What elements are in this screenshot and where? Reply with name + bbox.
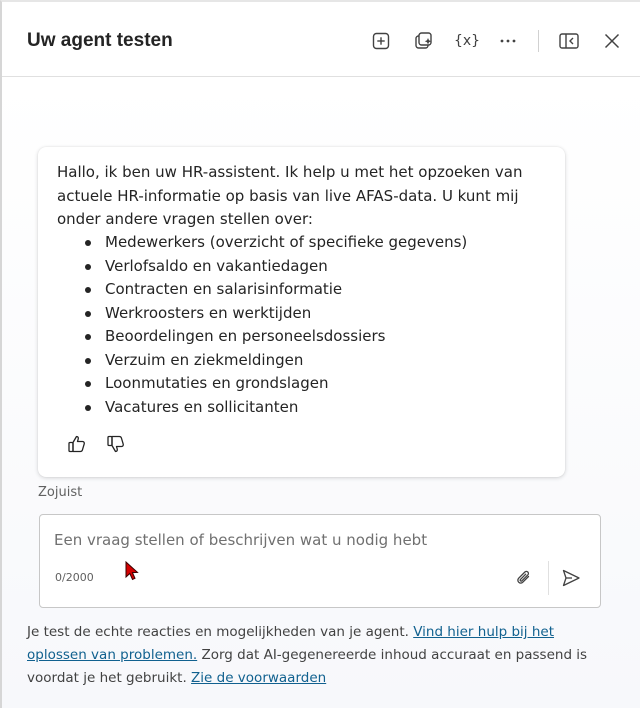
disclaimer-text: Je test de echte reacties en mogelijkheden van je agent.	[27, 624, 414, 640]
close-button[interactable]	[598, 27, 626, 55]
list-item: Verzuim en ziekmeldingen	[85, 349, 467, 373]
list-item: Werkroosters en werktijden	[85, 302, 467, 326]
add-icon	[371, 31, 391, 51]
message-bullets	[85, 231, 467, 419]
message-input[interactable]	[54, 531, 574, 549]
more-options-button[interactable]	[494, 27, 522, 55]
chat-area	[2, 77, 640, 708]
refresh-spark-icon	[413, 30, 435, 52]
list-item: Medewerkers (overzicht of specifieke gegevens)	[85, 231, 467, 255]
list-item: Contracten en salarisinformatie	[85, 278, 467, 302]
composer	[39, 514, 601, 608]
composer-divider	[548, 561, 549, 595]
variables-button[interactable]	[452, 27, 482, 55]
send-button[interactable]	[558, 565, 584, 591]
thumbs-up-icon	[66, 433, 88, 455]
character-counter: 0/2000	[55, 571, 94, 584]
thumbs-up-button[interactable]	[65, 432, 89, 456]
list-item: Vacatures en sollicitanten	[85, 396, 467, 420]
list-item: Verlofsaldo en vakantiedagen	[85, 255, 467, 279]
variables-icon: {x}	[453, 33, 481, 49]
message-timestamp: Zojuist	[38, 485, 83, 500]
list-item: Loonmutaties en grondslagen	[85, 372, 467, 396]
disclaimer-text-2: Zorg dat AI-gegenereerde inhoud accuraat en passend is voordat je het gebruikt.	[27, 647, 588, 686]
thumbs-down-button[interactable]	[104, 432, 128, 456]
thumbs-down-icon	[105, 433, 127, 455]
panel-header	[2, 2, 640, 77]
agent-message	[38, 147, 565, 477]
message-intro: Hallo, ik ben uw HR-assistent. Ik help u met het opzoeken van actuele HR-informatie op basis van live AFAS-data. U kunt mij onder andere vragen stellen over:	[57, 163, 523, 228]
send-icon	[560, 567, 582, 589]
list-item: Beoordelingen en personeelsdossiers	[85, 325, 467, 349]
attach-button[interactable]	[511, 565, 537, 591]
close-icon	[602, 31, 622, 51]
mouse-cursor-icon	[125, 561, 141, 583]
panel-title: Uw agent testen	[27, 30, 173, 51]
header-divider	[538, 30, 539, 52]
toggle-panel-button[interactable]	[555, 27, 583, 55]
panel-icon	[558, 31, 580, 51]
paperclip-icon	[514, 568, 534, 588]
disclaimer	[27, 621, 607, 690]
troubleshooting-link[interactable]: Vind hier hulp bij het oplossen van problemen.	[27, 624, 555, 663]
more-icon	[498, 31, 518, 51]
new-chat-button[interactable]	[367, 27, 395, 55]
terms-link[interactable]: Zie de voorwaarden	[191, 670, 327, 686]
refresh-button[interactable]	[410, 27, 438, 55]
